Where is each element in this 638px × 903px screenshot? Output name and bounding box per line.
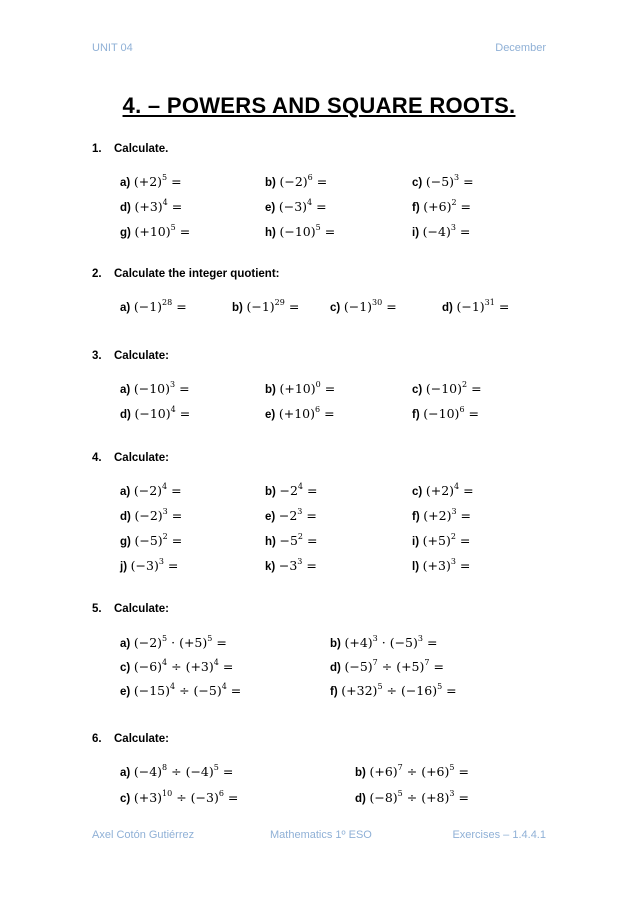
power-exponent: 6: [218, 789, 224, 798]
question-prompt: Calculate:: [114, 350, 169, 362]
power-base: (+3): [133, 790, 163, 805]
equals-sign: =: [454, 764, 469, 779]
exercise-item: [412, 173, 474, 189]
power-base: (+2): [133, 174, 163, 189]
power-exponent: 5: [207, 634, 213, 643]
power-exponent: 6: [459, 405, 465, 414]
power-exponent: 3: [450, 223, 456, 232]
exercise-item: [412, 198, 471, 214]
equals-sign: =: [284, 299, 300, 314]
item-label: c): [412, 384, 423, 396]
exercise-item: [232, 298, 299, 314]
power-exponent: 5: [315, 223, 321, 232]
exercise-item: [412, 557, 470, 573]
power-expression: [134, 533, 182, 548]
item-label: f): [412, 202, 420, 214]
power-expression: [134, 381, 190, 396]
item-label: h): [265, 536, 276, 548]
power-expression: [344, 299, 397, 314]
power-exponent: 2: [450, 532, 456, 541]
item-label: e): [265, 511, 276, 523]
power-base: (−2): [133, 483, 163, 498]
equals-sign: =: [167, 508, 183, 523]
power-base: (+6): [369, 764, 398, 779]
item-label: f): [412, 511, 420, 523]
power-expression: [279, 199, 327, 214]
power-expression: [246, 299, 299, 314]
power-exponent: 31: [484, 298, 495, 307]
equals-sign: =: [459, 483, 474, 498]
power-exponent: 6: [307, 173, 313, 182]
exercise-item: [412, 405, 479, 421]
power-base: (−2): [279, 174, 308, 189]
power-exponent: 10: [162, 789, 173, 798]
equals-sign: =: [218, 659, 234, 674]
power-expression: [134, 790, 239, 805]
header-date: December: [495, 42, 546, 54]
power-expression: [134, 224, 190, 239]
item-label: a): [120, 384, 131, 396]
operator: ÷: [175, 683, 194, 698]
item-label: b): [330, 638, 341, 650]
power-expression: [456, 299, 509, 314]
equals-sign: =: [303, 533, 318, 548]
exercise-item: [120, 223, 190, 239]
exercise-item: [265, 557, 317, 573]
power-base: (+3): [422, 558, 451, 573]
equals-sign: =: [167, 174, 182, 189]
power-exponent: 4: [162, 482, 168, 491]
question-prompt: Calculate:: [114, 603, 169, 615]
power-expression: [134, 299, 187, 314]
operator: ÷: [402, 764, 422, 779]
power-base: (+10): [278, 406, 315, 421]
power-base: (−4): [185, 764, 214, 779]
question-number: 4.: [92, 452, 102, 464]
item-label: d): [442, 302, 453, 314]
power-exponent: 3: [417, 634, 423, 643]
power-base: (+5): [422, 533, 451, 548]
equals-sign: =: [167, 483, 182, 498]
power-base: (−5): [134, 533, 163, 548]
equals-sign: =: [442, 683, 457, 698]
operator: ÷: [167, 659, 186, 674]
equals-sign: =: [302, 558, 317, 573]
exercise-item: [265, 380, 335, 396]
item-label: d): [330, 662, 341, 674]
power-expression: [279, 508, 317, 523]
question-number: 1.: [92, 143, 102, 155]
exercise-item: [355, 789, 469, 805]
power-exponent: 4: [221, 682, 227, 691]
power-base: (+4): [344, 635, 373, 650]
equals-sign: =: [172, 299, 187, 314]
power-exponent: 2: [451, 198, 457, 207]
power-exponent: 4: [162, 198, 168, 207]
equals-sign: =: [467, 381, 482, 396]
footer-course: Mathematics 1º ESO: [270, 829, 372, 841]
question-prompt: Calculate:: [114, 452, 169, 464]
equals-sign: =: [494, 299, 510, 314]
item-label: a): [120, 486, 131, 498]
power-base: (−1): [133, 299, 163, 314]
power-base: (−3): [278, 199, 308, 214]
item-label: e): [265, 202, 276, 214]
power-exponent: 3: [450, 557, 456, 566]
power-base: −3: [278, 558, 298, 573]
power-expression: [134, 683, 241, 698]
power-base: (−4): [422, 224, 451, 239]
power-base: −5: [279, 533, 298, 548]
exercise-item: [120, 405, 190, 421]
power-base: (−10): [279, 224, 316, 239]
operator: ÷: [382, 683, 401, 698]
equals-sign: =: [454, 790, 469, 805]
equals-sign: =: [167, 199, 183, 214]
power-exponent: 4: [162, 658, 168, 667]
power-exponent: 3: [162, 507, 168, 516]
power-base: (−1): [246, 299, 275, 314]
power-base: (−5): [425, 174, 455, 189]
power-expression: [426, 483, 474, 498]
operator: ·: [167, 635, 180, 650]
power-exponent: 30: [372, 298, 383, 307]
power-expression: [426, 174, 474, 189]
equals-sign: =: [455, 533, 471, 548]
power-base: (+3): [185, 659, 214, 674]
exercise-item: [330, 634, 437, 650]
question-number: 6.: [92, 733, 102, 745]
power-exponent: 4: [213, 658, 219, 667]
power-exponent: 3: [170, 380, 176, 389]
exercise-item: [265, 223, 335, 239]
power-expression: [369, 790, 468, 805]
footer-exercise-code: Exercises – 1.4.4.1: [452, 829, 546, 841]
power-expression: [131, 558, 179, 573]
operator: ·: [377, 635, 390, 650]
power-base: (−3): [190, 790, 219, 805]
power-base: (−3): [130, 558, 159, 573]
power-expression: [134, 406, 190, 421]
power-base: (+5): [396, 659, 425, 674]
exercise-item: [355, 763, 469, 779]
power-base: (−5): [344, 659, 373, 674]
item-label: l): [412, 561, 420, 573]
power-base: (−15): [133, 683, 170, 698]
power-base: (+10): [279, 381, 316, 396]
power-expression: [341, 683, 456, 698]
power-base: (+8): [421, 790, 450, 805]
equals-sign: =: [302, 508, 317, 523]
item-label: b): [265, 486, 276, 498]
operator: ÷: [167, 764, 186, 779]
equals-sign: =: [456, 508, 472, 523]
power-expression: [134, 174, 182, 189]
power-base: (−5): [389, 635, 418, 650]
equals-sign: =: [175, 406, 191, 421]
power-expression: [423, 558, 471, 573]
power-exponent: 5: [377, 682, 383, 691]
equals-sign: =: [312, 174, 328, 189]
exercise-item: [412, 380, 482, 396]
power-exponent: 7: [397, 763, 403, 772]
power-expression: [279, 533, 317, 548]
power-expression: [423, 199, 471, 214]
question-number: 2.: [92, 268, 102, 280]
power-expression: [423, 508, 471, 523]
item-label: d): [120, 202, 131, 214]
power-exponent: 29: [274, 298, 285, 307]
power-exponent: 2: [162, 532, 168, 541]
power-base: (−10): [134, 406, 171, 421]
question-prompt: Calculate.: [114, 143, 169, 155]
exercise-item: [120, 634, 227, 650]
item-label: i): [412, 536, 420, 548]
power-exponent: 0: [315, 380, 321, 389]
equals-sign: =: [218, 764, 234, 779]
power-exponent: 7: [424, 658, 430, 667]
item-label: e): [120, 686, 131, 698]
exercise-item: [120, 507, 182, 523]
power-expression: [423, 224, 471, 239]
power-exponent: 3: [158, 557, 164, 566]
item-label: b): [265, 384, 276, 396]
exercise-item: [120, 298, 187, 314]
item-label: c): [120, 793, 131, 805]
power-exponent: 5: [449, 763, 455, 772]
item-label: h): [265, 227, 276, 239]
exercise-item: [442, 298, 509, 314]
power-exponent: 8: [162, 763, 168, 772]
power-expression: [134, 659, 233, 674]
item-label: j): [120, 561, 128, 573]
power-exponent: 5: [170, 223, 176, 232]
equals-sign: =: [429, 659, 444, 674]
power-base: (−8): [369, 790, 398, 805]
item-label: g): [120, 536, 131, 548]
power-exponent: 3: [451, 507, 457, 516]
power-exponent: 3: [449, 789, 455, 798]
power-base: (−2): [134, 508, 163, 523]
power-base: (−10): [423, 406, 460, 421]
page-title: 4. – POWERS AND SQUARE ROOTS.: [122, 93, 516, 118]
item-label: c): [330, 302, 341, 314]
exercise-item: [265, 173, 327, 189]
question-prompt: Calculate:: [114, 733, 169, 745]
equals-sign: =: [422, 635, 438, 650]
item-label: c): [412, 486, 423, 498]
power-base: (−4): [133, 764, 163, 779]
exercise-item: [120, 682, 241, 698]
exercise-item: [120, 789, 238, 805]
power-exponent: 3: [454, 173, 460, 182]
power-base: (−6): [133, 659, 163, 674]
power-base: (−2): [133, 635, 163, 650]
power-exponent: 4: [307, 198, 313, 207]
power-exponent: 7: [372, 658, 378, 667]
power-base: (−10): [133, 381, 170, 396]
power-expression: [344, 659, 443, 674]
exercise-item: [412, 507, 471, 523]
equals-sign: =: [382, 299, 397, 314]
power-base: −2: [278, 508, 298, 523]
power-exponent: 28: [162, 298, 173, 307]
equals-sign: =: [303, 483, 318, 498]
exercise-item: [120, 557, 178, 573]
item-label: a): [120, 177, 131, 189]
power-exponent: 3: [372, 634, 378, 643]
exercise-item: [412, 532, 470, 548]
exercise-item: [265, 532, 317, 548]
power-base: (−16): [400, 683, 438, 698]
exercise-item: [412, 223, 470, 239]
operator: ÷: [377, 659, 397, 674]
item-label: a): [120, 302, 131, 314]
item-label: e): [265, 409, 276, 421]
item-label: b): [232, 302, 243, 314]
power-base: (+5): [179, 635, 208, 650]
power-exponent: 2: [297, 532, 304, 541]
power-base: (+10): [134, 224, 171, 239]
power-exponent: 5: [162, 634, 168, 643]
exercise-item: [265, 198, 327, 214]
power-expression: [426, 381, 482, 396]
equals-sign: =: [456, 199, 472, 214]
item-label: k): [265, 561, 276, 573]
power-expression: [279, 174, 327, 189]
power-exponent: 3: [297, 507, 303, 516]
power-exponent: 4: [170, 405, 176, 414]
power-expression: [423, 406, 479, 421]
power-exponent: 5: [437, 682, 443, 691]
equals-sign: =: [455, 558, 471, 573]
equals-sign: =: [226, 683, 242, 698]
equals-sign: =: [455, 224, 471, 239]
equals-sign: =: [175, 381, 190, 396]
power-exponent: 5: [397, 789, 403, 798]
power-expression: [279, 224, 335, 239]
power-expression: [134, 764, 233, 779]
question-prompt: Calculate the integer quotient:: [114, 268, 280, 280]
item-label: g): [120, 227, 131, 239]
power-expression: [423, 533, 471, 548]
equals-sign: =: [320, 381, 336, 396]
equals-sign: =: [320, 406, 335, 421]
equals-sign: =: [175, 224, 191, 239]
power-base: (+32): [341, 683, 378, 698]
item-label: a): [120, 767, 131, 779]
equals-sign: =: [320, 224, 336, 239]
item-label: i): [412, 227, 420, 239]
power-base: (+6): [421, 764, 450, 779]
exercise-item: [120, 532, 182, 548]
power-expression: [279, 406, 335, 421]
power-expression: [369, 764, 468, 779]
power-exponent: 3: [297, 557, 303, 566]
equals-sign: =: [167, 533, 183, 548]
power-exponent: 2: [462, 380, 468, 389]
power-expression: [134, 508, 182, 523]
exercise-item: [265, 405, 335, 421]
power-base: (+2): [425, 483, 455, 498]
question-number: 5.: [92, 603, 102, 615]
item-label: d): [120, 511, 131, 523]
power-expression: [344, 635, 437, 650]
exercise-item: [330, 682, 457, 698]
exercise-item: [120, 658, 233, 674]
question-number: 3.: [92, 350, 102, 362]
exercise-item: [120, 198, 182, 214]
equals-sign: =: [459, 174, 474, 189]
item-label: d): [355, 793, 366, 805]
power-base: (−1): [456, 299, 485, 314]
item-label: c): [412, 177, 423, 189]
power-expression: [279, 381, 335, 396]
power-exponent: 5: [162, 173, 168, 182]
power-base: (−1): [343, 299, 373, 314]
operator: ÷: [402, 790, 422, 805]
item-label: b): [355, 767, 366, 779]
item-label: a): [120, 638, 131, 650]
exercise-item: [120, 173, 182, 189]
exercise-item: [265, 507, 317, 523]
equals-sign: =: [223, 790, 239, 805]
power-base: (+3): [134, 199, 163, 214]
equals-sign: =: [464, 406, 479, 421]
exercise-item: [120, 482, 182, 498]
power-expression: [279, 558, 317, 573]
item-label: f): [412, 409, 420, 421]
item-label: b): [265, 177, 276, 189]
item-label: d): [120, 409, 131, 421]
power-base: (+2): [423, 508, 452, 523]
power-exponent: 4: [297, 482, 304, 491]
equals-sign: =: [212, 635, 227, 650]
exercise-item: [120, 380, 190, 396]
exercise-item: [120, 763, 233, 779]
header-unit: UNIT 04: [92, 42, 133, 54]
power-exponent: 4: [454, 482, 460, 491]
power-expression: [134, 635, 227, 650]
power-exponent: 6: [315, 405, 321, 414]
power-base: (−5): [193, 683, 222, 698]
power-base: −2: [279, 483, 298, 498]
power-exponent: 5: [213, 763, 219, 772]
exercise-item: [265, 482, 317, 498]
power-expression: [134, 483, 182, 498]
power-base: (−10): [425, 381, 462, 396]
operator: ÷: [172, 790, 191, 805]
power-base: (+6): [423, 199, 452, 214]
power-expression: [134, 199, 182, 214]
exercise-item: [330, 658, 444, 674]
power-exponent: 4: [170, 682, 176, 691]
power-expression: [279, 483, 317, 498]
exercise-item: [330, 298, 397, 314]
equals-sign: =: [312, 199, 327, 214]
exercise-item: [412, 482, 474, 498]
item-label: f): [330, 686, 338, 698]
footer-author: Axel Cotón Gutiérrez: [92, 829, 195, 841]
equals-sign: =: [163, 558, 179, 573]
item-label: c): [120, 662, 131, 674]
